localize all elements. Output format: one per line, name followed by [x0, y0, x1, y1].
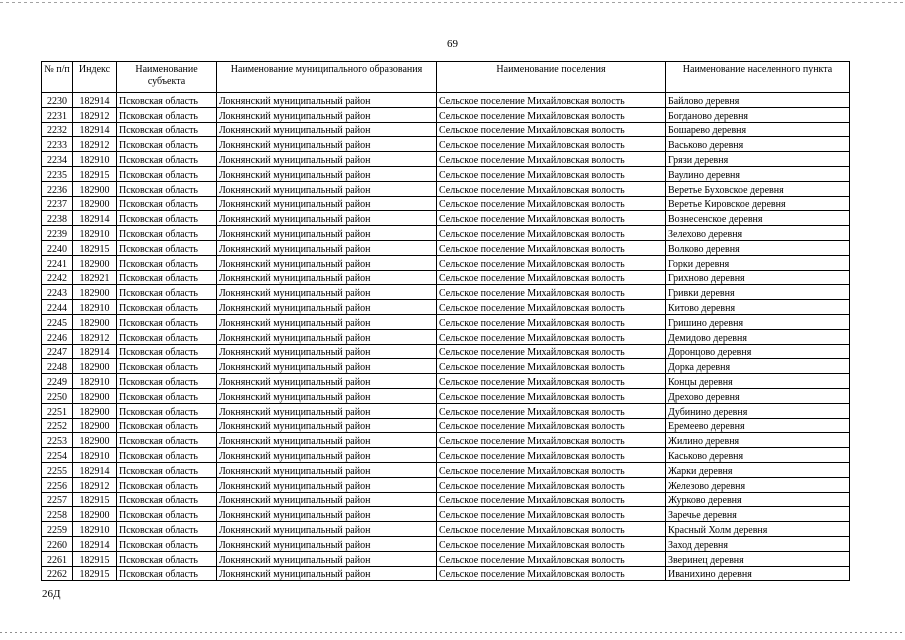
locality-name: Журково деревня [666, 492, 850, 507]
postal-index: 182900 [73, 196, 117, 211]
subject-name: Псковская область [117, 507, 217, 522]
subject-name: Псковская область [117, 374, 217, 389]
settlement-name: Сельское поселение Михайловская волость [437, 196, 666, 211]
postal-index: 182910 [73, 374, 117, 389]
subject-name: Псковская область [117, 566, 217, 581]
municipality-name: Локнянский муниципальный район [217, 418, 437, 433]
settlement-name: Сельское поселение Михайловская волость [437, 448, 666, 463]
postal-index: 182900 [73, 433, 117, 448]
postal-index: 182900 [73, 285, 117, 300]
locality-name: Веретье Кировское деревня [666, 196, 850, 211]
subject-name: Псковская область [117, 137, 217, 152]
municipality-name: Локнянский муниципальный район [217, 507, 437, 522]
row-number: 2256 [42, 477, 73, 492]
header-locality: Наименование населенного пункта [666, 62, 850, 93]
footer-label: 26Д [42, 588, 61, 600]
settlement-name: Сельское поселение Михайловская волость [437, 255, 666, 270]
postal-index: 182914 [73, 462, 117, 477]
settlement-name: Сельское поселение Михайловская волость [437, 418, 666, 433]
table-row [42, 314, 850, 329]
subject-name: Псковская область [117, 477, 217, 492]
row-number: 2236 [42, 181, 73, 196]
table-row [42, 255, 850, 270]
municipality-name: Локнянский муниципальный район [217, 196, 437, 211]
row-number: 2235 [42, 166, 73, 181]
row-number: 2239 [42, 226, 73, 241]
locality-name: Вознесенское деревня [666, 211, 850, 226]
table-row [42, 152, 850, 167]
subject-name: Псковская область [117, 329, 217, 344]
settlement-name: Сельское поселение Михайловская волость [437, 181, 666, 196]
municipality-name: Локнянский муниципальный район [217, 285, 437, 300]
postal-index: 182900 [73, 359, 117, 374]
row-number: 2260 [42, 536, 73, 551]
page-number: 69 [447, 38, 458, 50]
postal-index: 182915 [73, 551, 117, 566]
table-row [42, 137, 850, 152]
locality-name: Заход деревня [666, 536, 850, 551]
row-number: 2230 [42, 93, 73, 108]
locality-name: Грязи деревня [666, 152, 850, 167]
settlement-name: Сельское поселение Михайловская волость [437, 374, 666, 389]
locality-name: Зелехово деревня [666, 226, 850, 241]
settlement-name: Сельское поселение Михайловская волость [437, 359, 666, 374]
postal-index: 182912 [73, 137, 117, 152]
row-number: 2250 [42, 388, 73, 403]
municipality-name: Локнянский муниципальный район [217, 522, 437, 537]
subject-name: Псковская область [117, 536, 217, 551]
municipality-name: Локнянский муниципальный район [217, 93, 437, 108]
settlement-name: Сельское поселение Михайловская волость [437, 507, 666, 522]
subject-name: Псковская область [117, 211, 217, 226]
municipality-name: Локнянский муниципальный район [217, 448, 437, 463]
row-number: 2241 [42, 255, 73, 270]
table-row [42, 359, 850, 374]
table-row [42, 507, 850, 522]
header-municipality: Наименование муниципального образования [217, 62, 437, 93]
table-row [42, 536, 850, 551]
subject-name: Псковская область [117, 181, 217, 196]
subject-name: Псковская область [117, 107, 217, 122]
subject-name: Псковская область [117, 403, 217, 418]
row-number: 2244 [42, 300, 73, 315]
locality-name: Зверинец деревня [666, 551, 850, 566]
municipality-name: Локнянский муниципальный район [217, 137, 437, 152]
scan-edge-top [0, 2, 905, 3]
settlement-name: Сельское поселение Михайловская волость [437, 344, 666, 359]
municipality-name: Локнянский муниципальный район [217, 107, 437, 122]
postal-index: 182910 [73, 226, 117, 241]
table-row [42, 566, 850, 581]
settlement-name: Сельское поселение Михайловская волость [437, 211, 666, 226]
subject-name: Псковская область [117, 344, 217, 359]
row-number: 2261 [42, 551, 73, 566]
row-number: 2249 [42, 374, 73, 389]
postal-index: 182910 [73, 152, 117, 167]
subject-name: Псковская область [117, 448, 217, 463]
table-row [42, 477, 850, 492]
municipality-name: Локнянский муниципальный район [217, 211, 437, 226]
postal-index: 182900 [73, 314, 117, 329]
settlements-table [41, 61, 850, 581]
locality-name: Китово деревня [666, 300, 850, 315]
settlement-name: Сельское поселение Михайловская волость [437, 137, 666, 152]
row-number: 2253 [42, 433, 73, 448]
locality-name: Дорка деревня [666, 359, 850, 374]
locality-name: Васьково деревня [666, 137, 850, 152]
municipality-name: Локнянский муниципальный район [217, 374, 437, 389]
municipality-name: Локнянский муниципальный район [217, 359, 437, 374]
municipality-name: Локнянский муниципальный район [217, 329, 437, 344]
settlement-name: Сельское поселение Михайловская волость [437, 240, 666, 255]
table-body [42, 93, 850, 581]
table-row [42, 403, 850, 418]
postal-index: 182912 [73, 329, 117, 344]
settlement-name: Сельское поселение Михайловская волость [437, 314, 666, 329]
postal-index: 182900 [73, 255, 117, 270]
postal-index: 182914 [73, 211, 117, 226]
postal-index: 182914 [73, 93, 117, 108]
municipality-name: Локнянский муниципальный район [217, 462, 437, 477]
municipality-name: Локнянский муниципальный район [217, 300, 437, 315]
municipality-name: Локнянский муниципальный район [217, 152, 437, 167]
locality-name: Жарки деревня [666, 462, 850, 477]
header-settlement: Наименование поселения [437, 62, 666, 93]
municipality-name: Локнянский муниципальный район [217, 344, 437, 359]
settlement-name: Сельское поселение Михайловская волость [437, 522, 666, 537]
table-row [42, 374, 850, 389]
table-row [42, 344, 850, 359]
row-number: 2232 [42, 122, 73, 137]
settlement-name: Сельское поселение Михайловская волость [437, 433, 666, 448]
row-number: 2242 [42, 270, 73, 285]
settlement-name: Сельское поселение Михайловская волость [437, 285, 666, 300]
subject-name: Псковская область [117, 418, 217, 433]
subject-name: Псковская область [117, 314, 217, 329]
row-number: 2254 [42, 448, 73, 463]
postal-index: 182900 [73, 507, 117, 522]
locality-name: Концы деревня [666, 374, 850, 389]
table-header-row [42, 62, 850, 93]
subject-name: Псковская область [117, 551, 217, 566]
settlement-name: Сельское поселение Михайловская волость [437, 270, 666, 285]
table-row [42, 166, 850, 181]
subject-name: Псковская область [117, 122, 217, 137]
municipality-name: Локнянский муниципальный район [217, 314, 437, 329]
settlement-name: Сельское поселение Михайловская волость [437, 492, 666, 507]
row-number: 2233 [42, 137, 73, 152]
settlement-name: Сельское поселение Михайловская волость [437, 551, 666, 566]
municipality-name: Локнянский муниципальный район [217, 388, 437, 403]
municipality-name: Локнянский муниципальный район [217, 551, 437, 566]
settlement-name: Сельское поселение Михайловская волость [437, 477, 666, 492]
row-number: 2247 [42, 344, 73, 359]
locality-name: Ваулино деревня [666, 166, 850, 181]
municipality-name: Локнянский муниципальный район [217, 433, 437, 448]
locality-name: Дубинино деревня [666, 403, 850, 418]
header-subject: Наименование субъекта [117, 62, 217, 93]
table-row [42, 329, 850, 344]
locality-name: Каськово деревня [666, 448, 850, 463]
settlement-name: Сельское поселение Михайловская волость [437, 300, 666, 315]
table-row [42, 240, 850, 255]
table-row [42, 122, 850, 137]
locality-name: Заречье деревня [666, 507, 850, 522]
subject-name: Псковская область [117, 462, 217, 477]
row-number: 2251 [42, 403, 73, 418]
settlement-name: Сельское поселение Михайловская волость [437, 93, 666, 108]
row-number: 2246 [42, 329, 73, 344]
row-number: 2255 [42, 462, 73, 477]
postal-index: 182900 [73, 388, 117, 403]
table-row [42, 300, 850, 315]
row-number: 2252 [42, 418, 73, 433]
locality-name: Богданово деревня [666, 107, 850, 122]
postal-index: 182914 [73, 344, 117, 359]
row-number: 2262 [42, 566, 73, 581]
postal-index: 182910 [73, 448, 117, 463]
postal-index: 182921 [73, 270, 117, 285]
locality-name: Железово деревня [666, 477, 850, 492]
municipality-name: Локнянский муниципальный район [217, 226, 437, 241]
postal-index: 182912 [73, 107, 117, 122]
row-number: 2237 [42, 196, 73, 211]
table-row [42, 211, 850, 226]
row-number: 2243 [42, 285, 73, 300]
subject-name: Псковская область [117, 285, 217, 300]
table-row [42, 462, 850, 477]
settlement-name: Сельское поселение Михайловская волость [437, 536, 666, 551]
scan-edge-bottom [0, 632, 905, 633]
postal-index: 182915 [73, 566, 117, 581]
subject-name: Псковская область [117, 300, 217, 315]
subject-name: Псковская область [117, 255, 217, 270]
subject-name: Псковская область [117, 492, 217, 507]
header-no: № п/п [42, 62, 73, 93]
table-row [42, 448, 850, 463]
municipality-name: Локнянский муниципальный район [217, 181, 437, 196]
municipality-name: Локнянский муниципальный район [217, 166, 437, 181]
postal-index: 182900 [73, 403, 117, 418]
row-number: 2258 [42, 507, 73, 522]
subject-name: Псковская область [117, 152, 217, 167]
settlement-name: Сельское поселение Михайловская волость [437, 403, 666, 418]
subject-name: Псковская область [117, 388, 217, 403]
municipality-name: Локнянский муниципальный район [217, 566, 437, 581]
subject-name: Псковская область [117, 166, 217, 181]
municipality-name: Локнянский муниципальный район [217, 240, 437, 255]
row-number: 2259 [42, 522, 73, 537]
locality-name: Горки деревня [666, 255, 850, 270]
table-row [42, 107, 850, 122]
row-number: 2257 [42, 492, 73, 507]
row-number: 2231 [42, 107, 73, 122]
locality-name: Байлово деревня [666, 93, 850, 108]
subject-name: Псковская область [117, 359, 217, 374]
table-row [42, 226, 850, 241]
locality-name: Демидово деревня [666, 329, 850, 344]
subject-name: Псковская область [117, 522, 217, 537]
table-row [42, 285, 850, 300]
table-row [42, 388, 850, 403]
row-number: 2245 [42, 314, 73, 329]
settlement-name: Сельское поселение Михайловская волость [437, 107, 666, 122]
table-row [42, 492, 850, 507]
locality-name: Веретье Буховское деревня [666, 181, 850, 196]
postal-index: 182900 [73, 418, 117, 433]
locality-name: Еремеево деревня [666, 418, 850, 433]
locality-name: Доронцово деревня [666, 344, 850, 359]
postal-index: 182910 [73, 300, 117, 315]
table-row [42, 181, 850, 196]
municipality-name: Локнянский муниципальный район [217, 536, 437, 551]
municipality-name: Локнянский муниципальный район [217, 270, 437, 285]
settlement-name: Сельское поселение Михайловская волость [437, 388, 666, 403]
locality-name: Иванихино деревня [666, 566, 850, 581]
row-number: 2234 [42, 152, 73, 167]
postal-index: 182914 [73, 536, 117, 551]
settlement-name: Сельское поселение Михайловская волость [437, 122, 666, 137]
subject-name: Псковская область [117, 240, 217, 255]
settlement-name: Сельское поселение Михайловская волость [437, 226, 666, 241]
row-number: 2248 [42, 359, 73, 374]
locality-name: Красный Холм деревня [666, 522, 850, 537]
locality-name: Волково деревня [666, 240, 850, 255]
locality-name: Бошарево деревня [666, 122, 850, 137]
postal-index: 182915 [73, 240, 117, 255]
settlement-name: Сельское поселение Михайловская волость [437, 152, 666, 167]
municipality-name: Локнянский муниципальный район [217, 122, 437, 137]
table-row [42, 551, 850, 566]
municipality-name: Локнянский муниципальный район [217, 492, 437, 507]
municipality-name: Локнянский муниципальный район [217, 403, 437, 418]
table-row [42, 522, 850, 537]
postal-index: 182915 [73, 492, 117, 507]
municipality-name: Локнянский муниципальный район [217, 255, 437, 270]
locality-name: Дрехово деревня [666, 388, 850, 403]
locality-name: Гривки деревня [666, 285, 850, 300]
subject-name: Псковская область [117, 226, 217, 241]
postal-index: 182900 [73, 181, 117, 196]
table-row [42, 93, 850, 108]
table-row [42, 418, 850, 433]
settlement-name: Сельское поселение Михайловская волость [437, 166, 666, 181]
settlement-name: Сельское поселение Михайловская волость [437, 329, 666, 344]
subject-name: Псковская область [117, 196, 217, 211]
locality-name: Жилино деревня [666, 433, 850, 448]
table-row [42, 433, 850, 448]
header-index: Индекс [73, 62, 117, 93]
table-row [42, 270, 850, 285]
postal-index: 182915 [73, 166, 117, 181]
locality-name: Грихново деревня [666, 270, 850, 285]
subject-name: Псковская область [117, 433, 217, 448]
locality-name: Гришино деревня [666, 314, 850, 329]
subject-name: Псковская область [117, 93, 217, 108]
settlement-name: Сельское поселение Михайловская волость [437, 462, 666, 477]
row-number: 2238 [42, 211, 73, 226]
municipality-name: Локнянский муниципальный район [217, 477, 437, 492]
postal-index: 182912 [73, 477, 117, 492]
row-number: 2240 [42, 240, 73, 255]
postal-index: 182910 [73, 522, 117, 537]
table-row [42, 196, 850, 211]
settlement-name: Сельское поселение Михайловская волость [437, 566, 666, 581]
postal-index: 182914 [73, 122, 117, 137]
subject-name: Псковская область [117, 270, 217, 285]
